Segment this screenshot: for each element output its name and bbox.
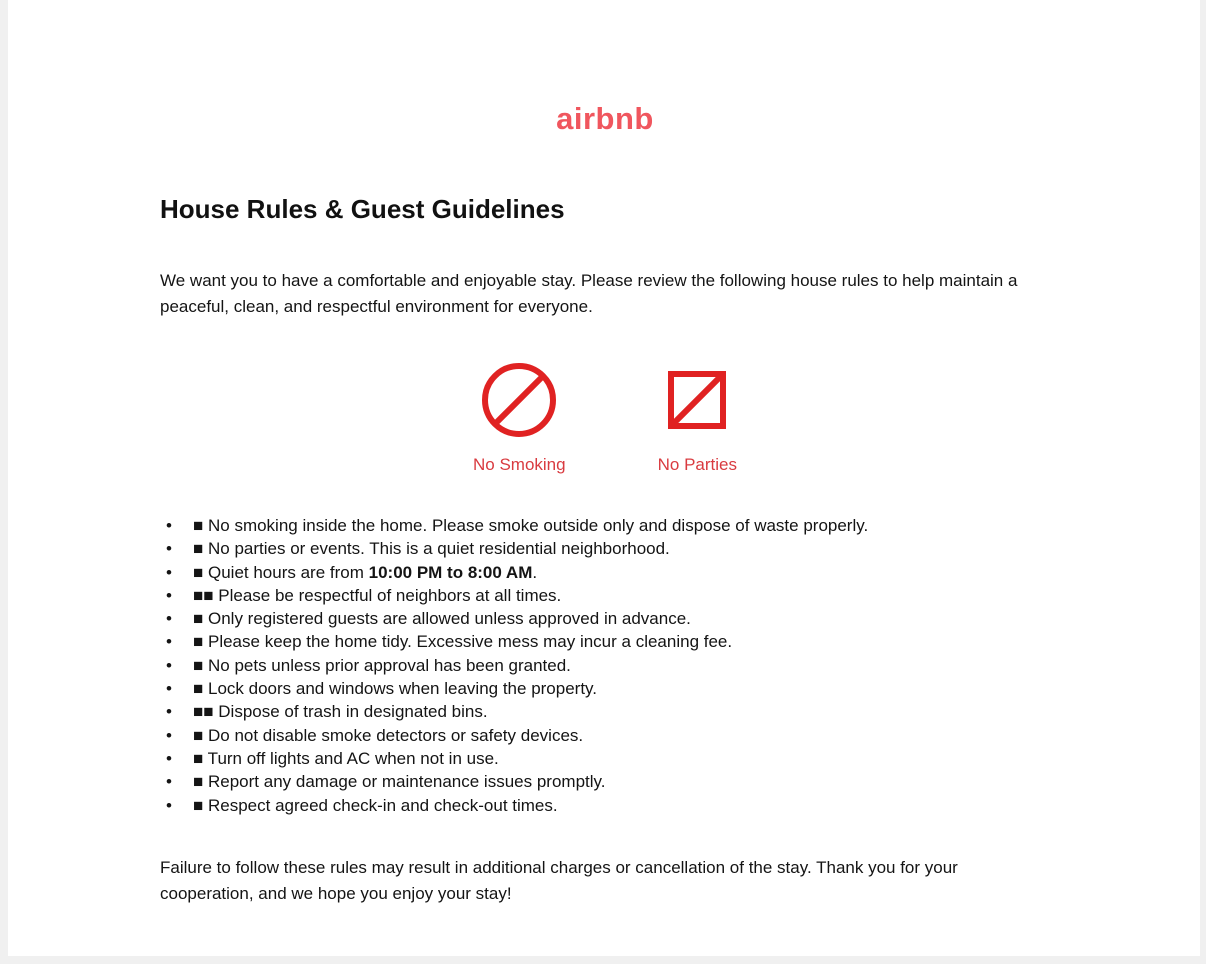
list-item: • ■ Respect agreed check-in and check-out times.: [160, 794, 1050, 817]
list-item: • ■■ Please be respectful of neighbors at all times.: [160, 584, 1050, 607]
page-title: House Rules & Guest Guidelines: [160, 194, 565, 224]
list-item: • ■ Report any damage or maintenance issues promptly.: [160, 770, 1050, 793]
list-item: • ■ No smoking inside the home. Please smoke outside only and dispose of waste properly.: [160, 514, 1050, 537]
no-smoking-figure: [473, 362, 566, 474]
document-content: [8, 0, 1200, 907]
list-item: • ■ No pets unless prior approval has been granted.: [160, 654, 1050, 677]
no-smoking-label: No Smoking: [473, 455, 566, 474]
list-item: • ■ Lock doors and windows when leaving the property.: [160, 677, 1050, 700]
no-parties-figure: [658, 362, 737, 474]
list-item: • ■ Please keep the home tidy. Excessive mess may incur a cleaning fee.: [160, 630, 1050, 653]
no-parties-icon: [668, 362, 726, 438]
document-page: [8, 0, 1200, 956]
list-item: • ■ Quiet hours are from 10:00 PM to 8:00 AM.: [160, 561, 1050, 584]
list-item: • ■ No parties or events. This is a quiet residential neighborhood.: [160, 537, 1050, 560]
airbnb-logo: airbnb: [556, 101, 654, 136]
list-item: • ■ Turn off lights and AC when not in use.: [160, 747, 1050, 770]
no-parties-label: No Parties: [657, 455, 737, 474]
list-item: • ■ Only registered guests are allowed unless approved in advance.: [160, 607, 1050, 630]
prohibition-icons-row: [160, 362, 1050, 474]
rules-list: [160, 514, 1050, 817]
no-smoking-icon: [481, 362, 557, 438]
intro-paragraph: We want you to have a comfortable and enjoyable stay. Please review the following house rules to help maintain a peaceful, clean, and respectful environment for everyone.: [160, 271, 1018, 316]
list-item: • ■ Do not disable smoke detectors or safety devices.: [160, 724, 1050, 747]
closing-paragraph: Failure to follow these rules may result in additional charges or cancellation of the stay. Thank you for your cooperation, and we hope you enjoy your stay!: [160, 857, 958, 903]
list-item: • ■■ Dispose of trash in designated bins.: [160, 700, 1050, 723]
